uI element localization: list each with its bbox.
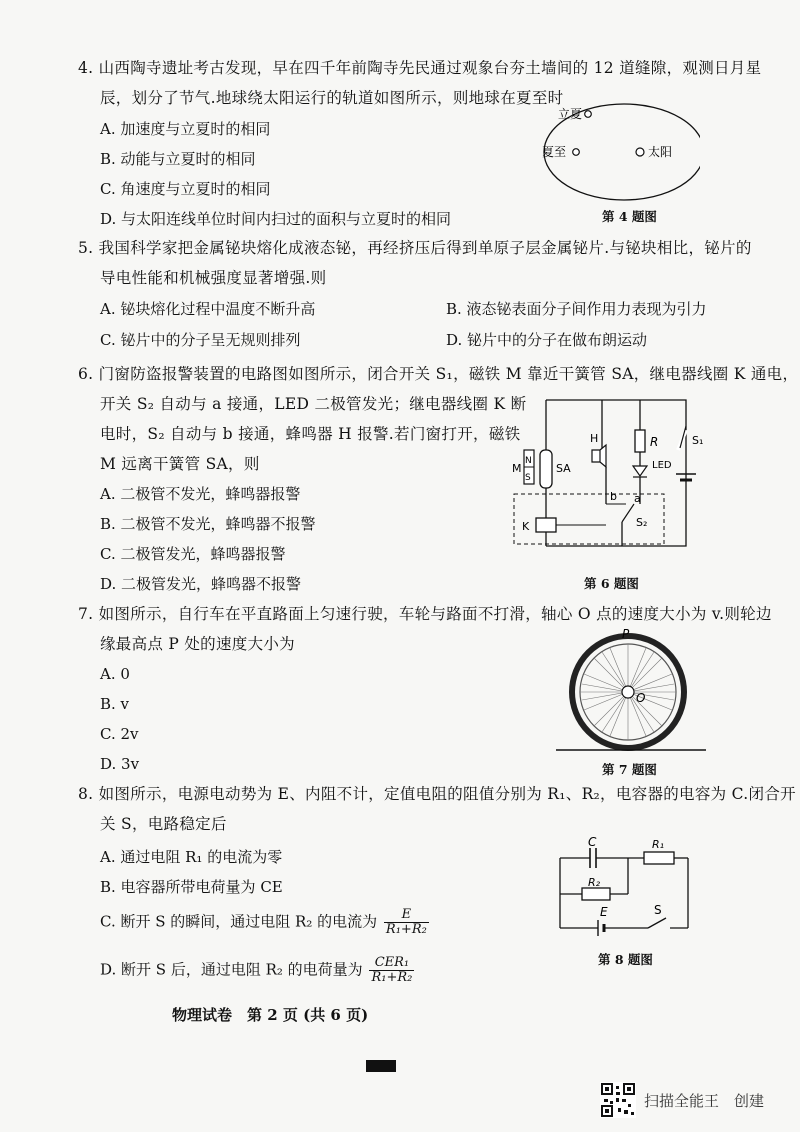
label-s2: S₂ — [636, 516, 648, 529]
q6-caption: 第 6 题图 — [584, 576, 639, 591]
q6-option-c: C. 二极管发光，蜂鸣器报警 — [100, 545, 286, 563]
earth-lixia-marker — [585, 111, 592, 118]
q7-option-c: C. 2v — [100, 725, 139, 743]
qr-code-icon — [600, 1082, 636, 1118]
q7-stem-line2: 缘最高点 P 处的速度大小为 — [100, 635, 295, 653]
q7-option-d: D. 3v — [100, 755, 140, 773]
q7-wheel-figure — [556, 628, 706, 752]
q6-stem-line3: 电时，S₂ 自动与 b 接通，蜂鸣器 H 报警.若门窗打开，磁铁 — [100, 425, 521, 443]
q5-option-b: B. 液态铋表面分子间作用力表现为引力 — [446, 300, 707, 318]
q6-option-b: B. 二极管不发光，蜂鸣器不报警 — [100, 515, 316, 533]
q6-stem-line2: 开关 S₂ 自动与 a 接通，LED 二极管发光；继电器线圈 K 断 — [100, 395, 527, 413]
label-k: K — [522, 520, 530, 533]
q4-option-d: D. 与太阳连线单位时间内扫过的面积与立夏时的相同 — [100, 210, 452, 228]
scanner-watermark: 扫描全能王 创建 — [644, 1092, 765, 1110]
earth-xiazhi-marker — [573, 149, 580, 156]
q7-option-a: A. 0 — [100, 665, 130, 683]
q8-option-a: A. 通过电阻 R₁ 的电流为零 — [100, 848, 283, 866]
label-led: LED — [652, 460, 672, 471]
q8-option-b: B. 电容器所带电荷量为 CE — [100, 878, 283, 896]
q8-option-d-text: D. 断开 S 后，通过电阻 R₂ 的电荷量为 — [100, 960, 363, 979]
magnet-s-label: S — [525, 473, 531, 483]
label-o: O — [636, 691, 646, 705]
label-e: E — [600, 905, 608, 919]
q8-option-c-fraction — [384, 908, 429, 937]
sun-marker — [636, 148, 644, 156]
label-s1: S₁ — [692, 434, 704, 447]
label-r2: R₂ — [588, 876, 601, 889]
q8-stem-line1: 8. 如图所示，电源电动势为 E、内阻不计，定值电阻的阻值分别为 R₁、R₂，电容器的电容为 C.闭合开 — [78, 785, 796, 803]
label-r1: R₁ — [652, 838, 665, 851]
resistor-r1 — [644, 852, 674, 864]
q6-circuit-figure — [506, 392, 706, 568]
label-a: a — [634, 492, 641, 505]
q8-option-d — [100, 956, 414, 985]
q4-stem-line1: 4. 山西陶寺遗址考古发现，早在四千年前陶寺先民通过观象台夯土墙间的 12 道缝隙，观测日月星 — [78, 59, 762, 77]
label-h: H — [590, 432, 599, 445]
q8-option-c — [100, 908, 429, 937]
q8-circuit-figure — [548, 836, 698, 946]
q4-option-c: C. 角速度与立夏时的相同 — [100, 180, 271, 198]
label-lixia: 立夏 — [558, 107, 583, 121]
wheel-hub — [622, 686, 634, 698]
q4-orbit-figure — [520, 98, 700, 208]
label-xiazhi: 夏至 — [542, 145, 567, 159]
q8-option-c-text: C. 断开 S 的瞬间，通过电阻 R₂ 的电流为 — [100, 912, 378, 931]
label-b: b — [610, 490, 617, 503]
label-s: S — [654, 903, 662, 917]
q5-stem-line2: 导电性能和机械强度显著增强.则 — [100, 269, 327, 287]
resistor-r2 — [582, 888, 610, 900]
q6-option-a: A. 二极管不发光，蜂鸣器报警 — [100, 485, 301, 503]
q8-c-denominator: R₁+R₂ — [385, 922, 427, 937]
relay-coil-k — [536, 518, 556, 532]
switch-s2 — [622, 504, 634, 522]
q7-caption: 第 7 题图 — [602, 762, 657, 777]
label-r: R — [650, 435, 659, 449]
q4-caption: 第 4 题图 — [602, 209, 657, 224]
scan-mark — [366, 1060, 396, 1072]
label-sa: SA — [556, 462, 571, 475]
q8-d-numerator: CER₁ — [369, 956, 414, 971]
label-m: M — [512, 462, 522, 475]
q4-option-b: B. 动能与立夏时的相同 — [100, 150, 256, 168]
q8-c-numerator: E — [384, 908, 429, 923]
q8-d-denominator: R₁+R₂ — [371, 970, 413, 985]
q5-option-a: A. 铋块熔化过程中温度不断升高 — [100, 300, 316, 318]
q6-stem-line1: 6. 门窗防盗报警装置的电路图如图所示，闭合开关 S₁，磁铁 M 靠近干簧管 SA，继电器线圈 K 通电， — [78, 365, 799, 383]
q8-stem-line2: 关 S，电路稳定后 — [100, 815, 227, 833]
q4-stem-line2: 辰，划分了节气.地球绕太阳运行的轨道如图所示，则地球在夏至时 — [100, 89, 564, 107]
magnet-n-label: N — [525, 456, 532, 466]
reed-switch-sa — [540, 450, 552, 488]
q5-option-d: D. 铋片中的分子在做布朗运动 — [446, 331, 648, 349]
q7-stem-line1: 7. 如图所示，自行车在平直路面上匀速行驶，车轮与路面不打滑，轴心 O 点的速度大小为 v.则轮边 — [78, 605, 772, 623]
q4-option-a: A. 加速度与立夏时的相同 — [100, 120, 271, 138]
label-c: C — [588, 836, 597, 849]
switch-s — [648, 918, 666, 928]
label-p: P — [622, 628, 630, 641]
led-diode — [633, 466, 647, 476]
q5-option-c: C. 铋片中的分子呈无规则排列 — [100, 331, 301, 349]
label-sun: 太阳 — [648, 145, 673, 159]
resistor-r — [635, 430, 645, 452]
q5-stem-line1: 5. 我国科学家把金属铋块熔化成液态铋，再经挤压后得到单原子层金属铋片.与铋块相比，铋片的 — [78, 239, 752, 257]
q8-option-d-fraction — [369, 956, 414, 985]
q8-caption: 第 8 题图 — [598, 952, 653, 967]
q6-stem-line4: M 远离干簧管 SA，则 — [100, 455, 260, 473]
q7-option-b: B. v — [100, 695, 130, 713]
buzzer-h — [592, 445, 606, 467]
page-footer: 物理试卷 第 2 页 (共 6 页) — [172, 1006, 369, 1024]
q6-option-d: D. 二极管发光，蜂鸣器不报警 — [100, 575, 302, 593]
